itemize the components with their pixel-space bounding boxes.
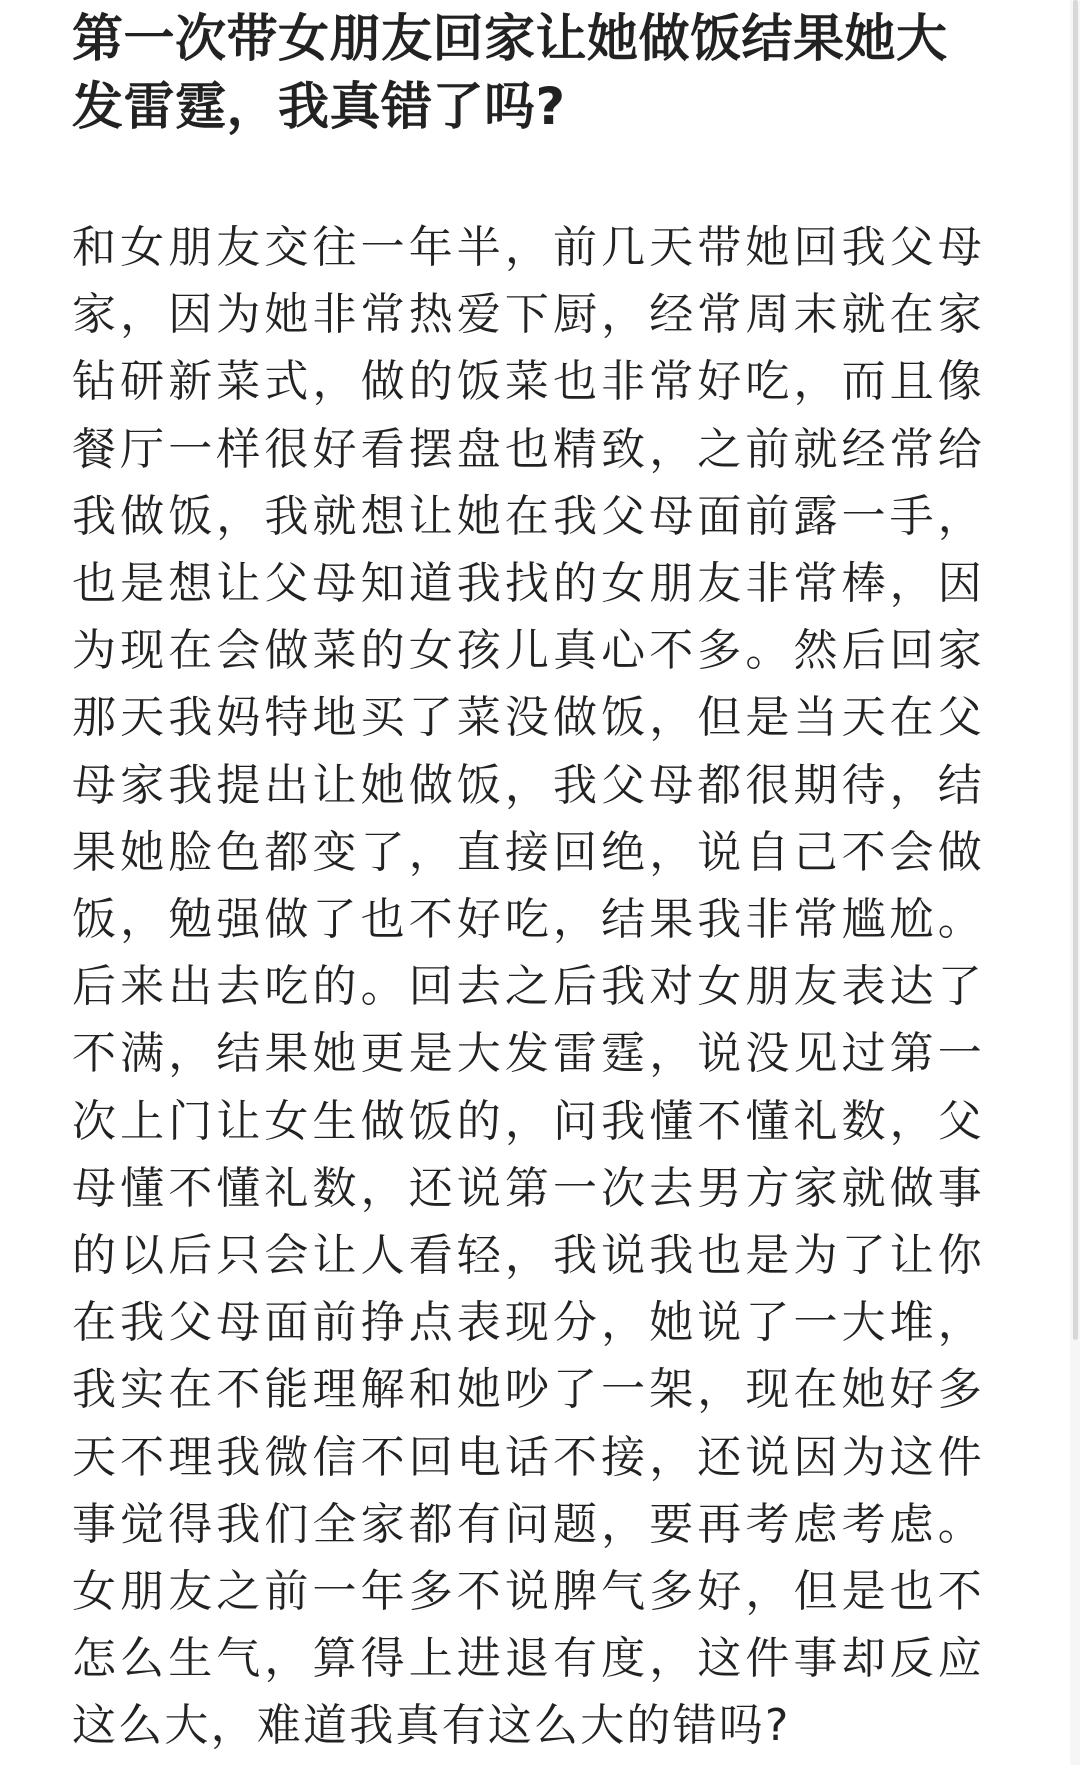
vertical-scrollbar[interactable]: [1070, 0, 1080, 1765]
article-title: 第一次带女朋友回家让她做饭结果她大发雷霆，我真错了吗?: [72, 10, 948, 137]
article-body: 和女朋友交往一年半，前几天带她回我父母家，因为她非常热爱下厨，经常周末就在家钻研新菜式，做的饭菜也非常好吃，而且像餐厅一样很好看摆盘也精致，之前就经常给我做饭，我就想让她在我父母面前露一手，也是想让父母知道我找的女朋友非常棒，因为现在会做菜的女孩儿真心不多。然后回家那天我妈特地买了菜没做饭，但是当天在父母家我提出让她做饭，我父母都很期待，结果她脸色都变了，直接回绝，说自己不会做饭，勉强做了也不好吃，结果我非常尴尬。后来出去吃的。回去之后我对女朋友表达了不满，结果她更是大发雷霆，说没见过第一次上门让女生做饭的，问我懂不懂礼数，父母懂不懂礼数，还说第一次去男方家就做事的以后只会让人看轻，我说我也是为了让你在我父母面前挣点表现分，她说了一大堆，我实在不能理解和她吵了一架，现在她好多天不理我微信不回电话不接，还说因为这件事觉得我们全家都有问题，要再考虑考虑。女朋友之前一年多不说脾气多好，但是也不怎么生气，算得上进退有度，这件事却反应这么大，难道我真有这么大的错吗?: [72, 222, 984, 1752]
scrollbar-thumb[interactable]: [1073, 0, 1078, 1340]
